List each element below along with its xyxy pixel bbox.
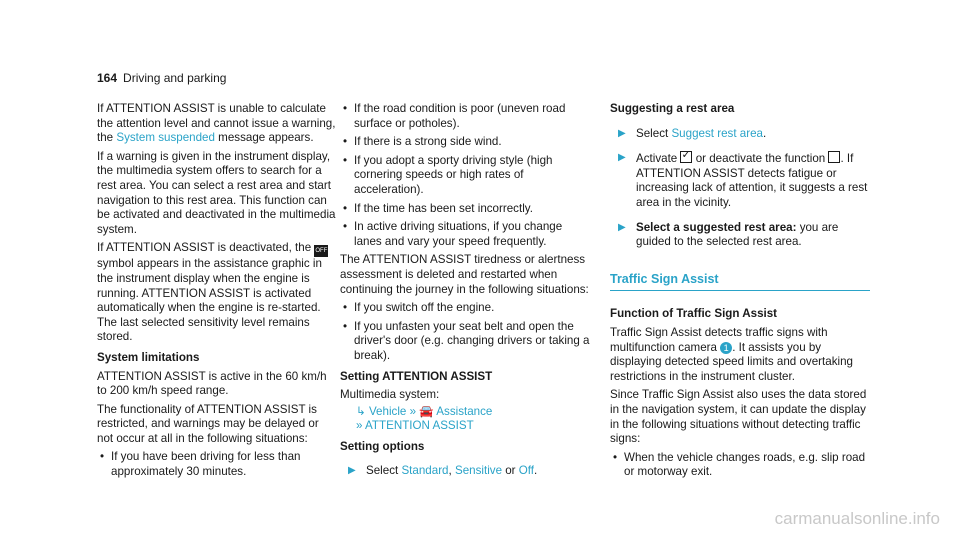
section-heading: Suggesting a rest area — [610, 102, 735, 115]
paragraph: If ATTENTION ASSIST is unable to calculate the attention level and cannot issue a warning, the System suspended message appears. — [97, 102, 336, 145]
path-assistance: Assistance — [436, 404, 493, 418]
option-off: Off — [518, 464, 535, 478]
list-item: • If you adopt a sporty driving style (high cornering speeds or high rates of acceleration). — [340, 154, 590, 198]
section-heading: Setting options — [340, 439, 425, 453]
menu-path — [340, 405, 590, 420]
step-arrow-icon: ▶ — [348, 465, 356, 477]
list-item: • If you unfasten your seat belt and open the driver's door (e.g. changing drivers or taking a break). — [340, 320, 590, 364]
option-standard: Standard — [401, 464, 449, 478]
assistance-car-icon: 🚘 — [419, 404, 434, 418]
column-middle — [340, 102, 590, 489]
path-attention-assist: ATTENTION ASSIST — [365, 419, 474, 433]
list-item: • If there is a strong side wind. — [340, 135, 590, 150]
paragraph: The functionality of ATTENTION ASSIST is restricted, and warnings may be delayed or not occur at all in the following situations: — [97, 402, 319, 445]
paragraph: Traffic Sign Assist detects traffic signs with multifunction camera 1 . It assists you by displaying detected speed limits and overtaking restrictions in the instrument cluster. — [610, 325, 853, 383]
paragraph: If a warning is given in the instrument display, the multimedia system offers to search for a rest area. You can select a rest area and start navigation to this rest area. This function can be activated and deactivated in the multimedia system. — [97, 149, 336, 236]
checkbox-checked-icon — [680, 151, 692, 163]
list-item: • In active driving situations, if you change lanes and vary your speed frequently. — [340, 220, 590, 249]
list-item: • When the vehicle changes roads, e.g. slip road or motorway exit. — [610, 451, 870, 480]
instruction-step: ▶ Select Standard, Sensitive or Off. — [348, 464, 538, 478]
step-arrow-icon: ▶ — [618, 221, 626, 233]
list-item: • If the time has been set incorrectly. — [340, 202, 590, 217]
list-item: • If you have been driving for less than approximately 30 minutes. — [97, 450, 337, 479]
chapter-title: Driving and parking — [123, 71, 227, 85]
section-heading: Function of Traffic Sign Assist — [610, 307, 778, 321]
paragraph: ATTENTION ASSIST is active in the 60 km/h to 200 km/h speed range. — [97, 369, 327, 398]
column-left — [97, 102, 337, 484]
bullet-list — [610, 451, 870, 480]
checkbox-empty-icon — [828, 151, 840, 163]
page-number: 164 — [97, 71, 118, 85]
double-chevron-icon: » — [409, 404, 417, 418]
step-arrow-icon: ▶ — [618, 152, 626, 164]
instruction-step: ▶ Select Suggest rest area. — [618, 126, 767, 140]
option-sensitive: Sensitive — [454, 464, 503, 478]
double-chevron-icon: » — [356, 419, 363, 433]
bullet-list — [340, 102, 590, 249]
suggest-rest-area-option: Suggest rest area — [671, 126, 763, 140]
bullet-list — [97, 450, 337, 479]
watermark: carmanualsonline.info — [774, 509, 940, 529]
page-header — [97, 71, 226, 86]
paragraph: The ATTENTION ASSIST tiredness or alertness assessment is deleted and restarted when continuing the journey in the following situations: — [340, 253, 589, 296]
bullet-list — [340, 301, 590, 363]
traffic-sign-assist-heading: Traffic Sign Assist — [610, 272, 870, 292]
attention-assist-off-icon: OFF — [314, 245, 328, 257]
paragraph: Multimedia system: — [340, 388, 440, 402]
instruction-step: ▶ Activate ✓ or deactivate the function . If ATTENTION ASSIST detects fatigue or increasing lack of attention, it suggests a rest area in the vicinity. — [610, 151, 870, 210]
instruction-step: ▶ Select a suggested rest area: you are guided to the selected rest area. — [618, 220, 839, 249]
section-heading: System limitations — [97, 350, 200, 364]
callout-number-icon: 1 — [720, 342, 732, 354]
list-item: • If you switch off the engine. — [340, 301, 590, 316]
paragraph: If ATTENTION ASSIST is deactivated, the OFF symbol appears in the assistance graphic in the instrument display when the engine is running. ATTENTION ASSIST is activated automatically when the engine is re-started. The last selected sensitivity level remains stored. — [97, 241, 328, 344]
column-right — [610, 102, 870, 484]
step-arrow-icon: ▶ — [618, 127, 626, 139]
paragraph: Since Traffic Sign Assist also uses the data stored in the navigation system, it can update the display in the following situations without detecting traffic signs: — [610, 388, 867, 446]
menu-path — [340, 419, 590, 434]
list-item: • If the road condition is poor (uneven road surface or potholes). — [340, 102, 590, 131]
system-suspended-message: System suspended — [116, 131, 215, 145]
corner-arrow-icon: ↳ — [356, 404, 366, 418]
section-heading: Setting ATTENTION ASSIST — [340, 369, 493, 383]
path-vehicle: Vehicle — [368, 404, 407, 418]
